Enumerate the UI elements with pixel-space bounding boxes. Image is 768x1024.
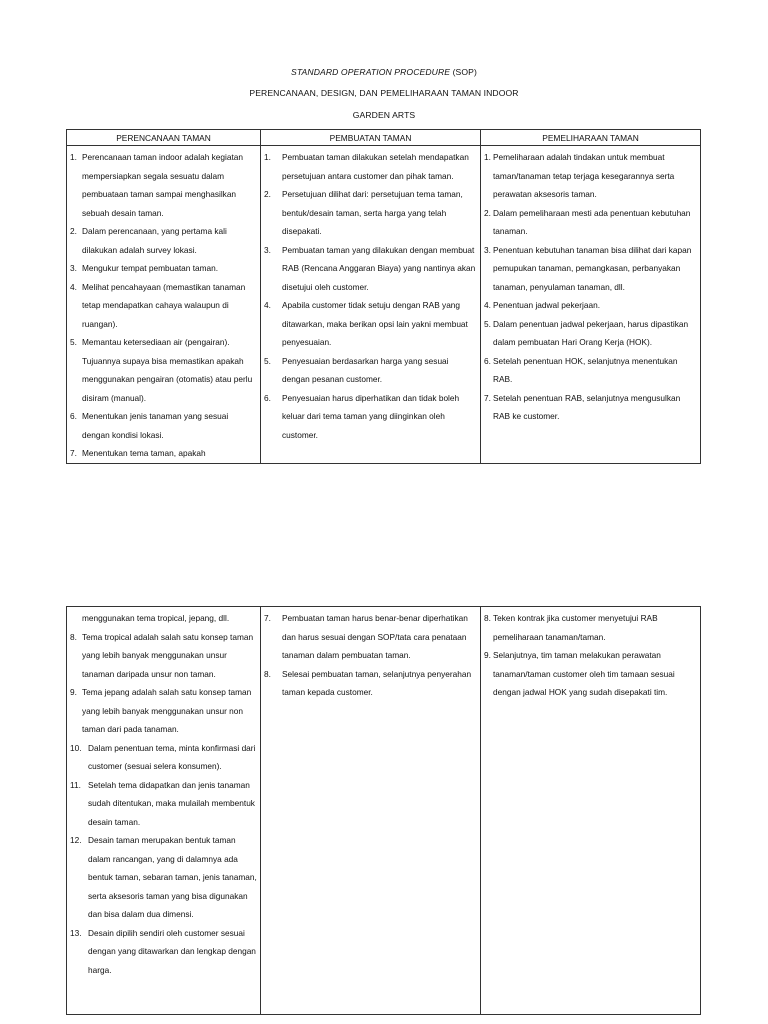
perencanaan-list: [67, 146, 260, 463]
list-item-text: Apabila customer tidak setuju dengan RAB yang ditawarkan, maka berikan opsi lain yakni membuat penyesuaian.: [282, 300, 468, 347]
doc-company: GARDEN ARTS: [352, 110, 416, 120]
list-item-text: Pemeliharaan adalah tindakan untuk membuat taman/tanaman tetap terjaga kesegarannya serta perawatan aksesoris taman.: [493, 152, 675, 199]
list-item: [70, 683, 257, 739]
sop-table-page1: [66, 129, 701, 464]
list-item-number: 9.: [70, 687, 77, 697]
col-header-pembuatan: PEMBUATAN TAMAN: [261, 130, 481, 146]
list-item-text: Setelah penentuan HOK, selanjutnya menentukan RAB.: [493, 355, 678, 384]
list-item-number: 4.: [484, 300, 491, 310]
list-item: [264, 296, 477, 352]
list-item-text: Menentukan tema taman, apakah: [82, 448, 206, 458]
list-item-text: Tema jepang adalah salah satu konsep taman yang lebih banyak menggunakan unsur non taman dari pada tanaman.: [82, 687, 252, 734]
list-item: [70, 924, 257, 980]
list-item: [484, 296, 697, 315]
list-item: [70, 222, 257, 259]
list-item: [264, 148, 477, 185]
list-item-number: 4.: [264, 300, 271, 310]
list-item: [484, 389, 697, 426]
list-item-number: 6.: [484, 355, 491, 366]
list-item: [70, 776, 257, 832]
list-item-number: 1.: [484, 152, 491, 162]
list-item-text: Desain dipilih sendiri oleh customer sesuai dengan yang ditawarkan dan lengkap dengan harga.: [88, 927, 256, 975]
list-item-text: Dalam pemeliharaan mesti ada penentuan kebutuhan tanaman.: [493, 207, 691, 236]
col-header-pemeliharaan: PEMELIHARAAN TAMAN: [481, 130, 701, 146]
list-item: [484, 204, 697, 241]
list-item-number: 7.: [264, 613, 271, 623]
list-item-number: 5.: [484, 318, 491, 329]
list-item: [484, 352, 697, 389]
list-item: [264, 241, 477, 297]
list-item-text: Persetujuan dilihat dari: persetujuan tema taman, bentuk/desain taman, serta harga yang telah disepakati.: [282, 189, 463, 236]
list-item-text: Menentukan jenis tanaman yang sesuai dengan kondisi lokasi.: [82, 411, 229, 440]
list-item-number: 2.: [264, 189, 271, 199]
pemeliharaan-list-cont: [481, 607, 700, 702]
pemeliharaan-list: [481, 146, 700, 426]
list-item-number: 13.: [70, 927, 82, 938]
list-item: [70, 739, 257, 776]
list-item-number: 8.: [70, 631, 77, 642]
list-item-number: 11.: [70, 779, 81, 790]
list-item-text: Desain taman merupakan bentuk taman dalam rancangan, yang di dalamnya ada bentuk taman, sebaran taman, jenis tanaman, serta aksesoris taman yang bisa digunakan dan bisa dalam dua dimensi.: [88, 835, 257, 919]
doc-subtitle: PERENCANAAN, DESIGN, DAN PEMELIHARAAN TAMAN INDOOR: [249, 88, 519, 98]
list-item-number: 7.: [484, 392, 491, 403]
list-item-number: 2.: [70, 226, 77, 236]
list-item: [484, 609, 697, 646]
doc-title: STANDARD OPERATION PROCEDURE (SOP): [291, 67, 477, 77]
list-item-number: 12.: [70, 835, 82, 845]
list-item-text: Perencanaan taman indoor adalah kegiatan mempersiapkan segala sesuatu dalam pembuataan taman sampai menghasilkan sebuah desain taman.: [82, 152, 243, 218]
table-body-row: [67, 146, 701, 464]
list-item: [264, 185, 477, 241]
pembuatan-list-cont: [261, 607, 480, 702]
col-header-perencanaan: PERENCANAAN TAMAN: [67, 130, 261, 146]
list-item: [264, 665, 477, 702]
list-item: [70, 407, 257, 444]
list-item-text: Mengukur tempat pembuatan taman.: [82, 263, 219, 273]
list-item-text: Setelah penentuan RAB, selanjutnya mengusulkan RAB ke customer.: [493, 392, 681, 421]
list-item-number: 1.: [70, 152, 77, 162]
list-item-number: 9.: [484, 650, 491, 660]
list-item-text: Penentuan kebutuhan tanaman bisa dilihat dari kapan pemupukan tanaman, pemangkasan, perbanyakan tanaman, penyulaman tanaman, dll.: [493, 244, 692, 292]
list-item-text: Teken kontrak jika customer menyetujui RAB pemeliharaan tanaman/taman.: [493, 613, 658, 642]
list-item-number: 8.: [484, 613, 491, 623]
list-item-number: 3.: [484, 244, 491, 255]
list-item: [70, 628, 257, 684]
list-item-number: 3.: [264, 244, 271, 255]
list-item: [70, 831, 257, 924]
list-item: [264, 352, 477, 389]
list-item-number: 10.: [70, 742, 82, 753]
list-item-number: 8.: [264, 668, 271, 679]
list-item-text: Setelah tema didapatkan dan jenis tanaman sudah ditentukan, maka mulailah membentuk desain taman.: [88, 779, 255, 827]
perencanaan-list-2: [70, 628, 257, 980]
list-item-text: Penyesuaian berdasarkan harga yang sesuai dengan pesanan customer.: [282, 355, 449, 384]
pembuatan-list: [261, 146, 480, 444]
list-item-text: Pembuatan taman yang dilakukan dengan membuat RAB (Rencana Anggaran Biaya) yang nantinya akan disetujui oleh customer.: [282, 244, 476, 292]
list-item-text: Dalam penentuan jadwal pekerjaan, harus dipastikan dalam pembuatan Hari Orang Kerja (HOK).: [493, 318, 689, 347]
table-body-row: [67, 607, 701, 1015]
sop-table-page2: [66, 606, 701, 1015]
list-item-text: Melihat pencahayaan (memastikan tanaman tetap mendapatkan cahaya walaupun di ruangan).: [82, 281, 246, 329]
list-item-text: Pembuatan taman harus benar-benar diperhatikan dan harus sesuai dengan SOP/tata cara penataan tanaman dalam pembuatan taman.: [282, 613, 468, 660]
list-item: [70, 148, 257, 222]
list-item-text: Penentuan jadwal pekerjaan.: [493, 300, 601, 310]
list-item-number: 7.: [70, 448, 77, 458]
list-item-number: 1.: [264, 152, 271, 162]
list-item-text: Penyesuaian harus diperhatikan dan tidak boleh keluar dari tema taman yang diinginkan oleh customer.: [282, 392, 460, 440]
list-item-number: 2.: [484, 207, 491, 218]
list-item-text: Pembuatan taman dilakukan setelah mendapatkan persetujuan antara customer dan pihak taman.: [282, 152, 469, 181]
list-item: [484, 315, 697, 352]
list-item-text: Dalam perencanaan, yang pertama kali dilakukan adalah survey lokasi.: [82, 226, 227, 255]
list-item-number: 5.: [264, 355, 271, 366]
list-item-number: 3.: [70, 263, 77, 273]
list-item-number: 4.: [70, 281, 77, 292]
list-item-number: 6.: [264, 392, 271, 403]
list-item-text: Dalam penentuan tema, minta konfirmasi dari customer (sesuai selera konsumen).: [88, 742, 256, 771]
list-item: [264, 609, 477, 665]
list-item-text: Selanjutnya, tim taman melakukan perawatan tanaman/taman customer oleh tim tamaan sesuai dengan jadwal HOK yang sudah disepakati tim.: [493, 650, 675, 697]
list-item-text: Memantau ketersediaan air (pengairan). Tujuannya supaya bisa memastikan apakah menggunakan pengairan (otomatis) atau perlu disiram (manual).: [82, 337, 253, 403]
perencanaan-list-cont: [67, 607, 260, 979]
list-item-continued: menggunakan tema tropical, jepang, dll.: [82, 613, 230, 623]
list-item: [484, 241, 697, 297]
list-item: [264, 389, 477, 445]
list-item-number: 5.: [70, 337, 77, 347]
list-item: [70, 444, 257, 463]
list-item-text: Selesai pembuatan taman, selanjutnya penyerahan taman kepada customer.: [282, 668, 472, 697]
list-item: [70, 278, 257, 334]
list-item: [484, 646, 697, 702]
list-item: [70, 333, 257, 407]
table-header-row: [67, 130, 701, 146]
list-item: [70, 259, 257, 278]
list-item-number: 6.: [70, 411, 77, 421]
list-item-text: Tema tropical adalah salah satu konsep taman yang lebih banyak menggunakan unsur tanaman daripada unsur non taman.: [82, 631, 254, 679]
list-item: [484, 148, 697, 204]
